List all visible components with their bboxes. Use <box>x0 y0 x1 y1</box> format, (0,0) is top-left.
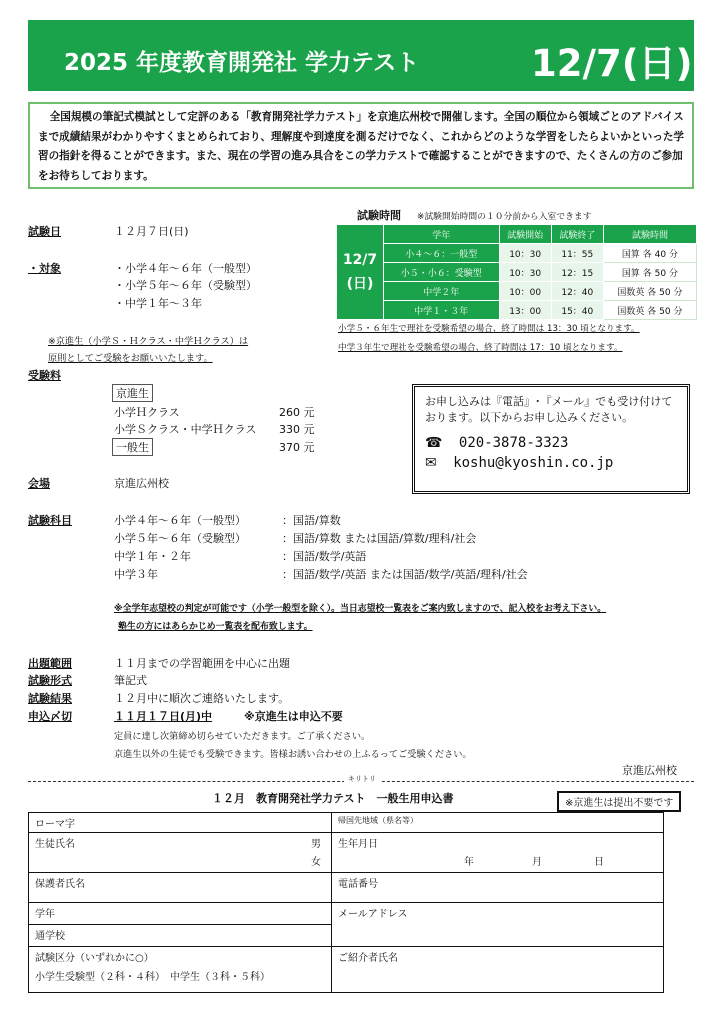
subjects-note-2: 塾生の方にはあらかじめ一覧表を配布致します。 <box>118 622 313 632</box>
referrer-label: ご紹介者氏名 <box>338 953 398 964</box>
fee-label: 受験料 <box>28 369 61 382</box>
schedule-table <box>336 224 697 320</box>
schedule-start: 10：30 <box>499 244 551 263</box>
romaji-field[interactable] <box>29 813 332 833</box>
deadline-label: 申込〆切 <box>28 710 72 723</box>
schedule-day-date: 12/7 <box>342 252 378 268</box>
hometown-label: 帰国先地域（県名等） <box>338 816 418 825</box>
schedule-end: 11：55 <box>551 244 603 263</box>
schedule-grade: 小５・小６：受験型 <box>384 263 500 282</box>
target-label: ・対象 <box>28 262 61 275</box>
schedule-end: 12：15 <box>551 263 603 282</box>
schedule-header-start: 試験開始 <box>499 225 551 244</box>
school-name: 京進広州校 <box>622 764 677 777</box>
banner-title: 2025 年度教育開発社 学力テスト <box>64 50 420 76</box>
category-field[interactable] <box>29 947 332 993</box>
intro-paragraph: 全国規模の筆記式模試として定評のある「教育開発社学力テスト」を京進広州校で開催します。全国の順位から領域ごとのアドバイスまで成績結果がわかりやすくまとめられており、理解度や到達度を測るだけでなく、これからどのような学習をしたらよいかといった学習の指針を得ることができます。また、現在の学習の進み具合をこの学力テストで確認することができますので、たくさんの方のご参加をお待ちしております。 <box>28 102 694 189</box>
application-form <box>28 812 664 993</box>
form-title: １２月 教育開発社学力テスト 一般生用申込書 <box>212 792 454 805</box>
schedule-duration: 国算 各 50 分 <box>603 263 696 282</box>
subjects-subj-4: ：国語/数学/英語 または国語/数学/英語/理科/社会 <box>282 568 528 581</box>
deadline-value: １１月１７日(月)中 <box>114 710 213 723</box>
subjects-subj-2: ：国語/算数 または国語/算数/理科/社会 <box>282 532 477 545</box>
grade-label: 学年 <box>35 909 55 920</box>
mail-icon: ✉ <box>425 455 437 471</box>
category-options[interactable]: 小学生受験型（２科・４科） 中学生（３科・５科） <box>35 972 270 983</box>
contact-line-2: おります。以下からお申し込みください。 <box>425 411 634 424</box>
deadline-note: ※京進生は申込不要 <box>244 710 343 723</box>
fee-h-class: 小学Ｈクラス <box>114 406 180 419</box>
subjects-subj-1: ：国語/算数 <box>282 514 341 527</box>
schedule-note: ※試験開始時間の１０分前から入室できます <box>417 212 592 222</box>
target-item-3: ・中学１年～３年 <box>114 297 202 310</box>
contact-email-row <box>425 455 677 471</box>
schedule-heading: 試験時間 <box>357 209 401 222</box>
student-name-field[interactable] <box>29 833 332 873</box>
target-item-1: ・小学４年～６年（一般型） <box>114 262 257 275</box>
email-field[interactable] <box>332 903 664 947</box>
birth-field[interactable] <box>332 833 664 873</box>
table-row <box>337 301 697 320</box>
target-note-2: 原則としてご受験をお願いいたします。 <box>48 353 213 364</box>
deadline-sub-2: 京進生以外の生徒でも受験できます。皆様お誘い合わせの上ふるってご受験ください。 <box>114 749 472 760</box>
schedule-start: 13：00 <box>499 301 551 320</box>
subjects-subj-3: ：国語/数学/英語 <box>282 550 367 563</box>
exam-date-label: 試験日 <box>28 225 61 238</box>
venue-label: 会場 <box>28 477 50 490</box>
schedule-grade: 小４～６：一般型 <box>384 244 500 263</box>
subjects-grade-4: 中学３年 <box>114 568 158 581</box>
birth-month: 月 <box>532 857 542 868</box>
table-row <box>337 263 697 282</box>
result-value: １２月中に順次ご連絡いたします。 <box>114 692 290 705</box>
contact-phone[interactable]: 020-3878-3323 <box>458 435 569 451</box>
format-label: 試験形式 <box>28 674 72 687</box>
table-row <box>337 282 697 301</box>
contact-phone-row <box>425 435 677 451</box>
gender-female[interactable]: 女 <box>311 857 321 868</box>
subjects-note-1: ※全学年志望校の判定が可能です（小学一般型を除く）。当日志望校一覧表をご案内致しますので、記入校をお考え下さい。 <box>114 604 607 614</box>
title-banner <box>28 20 694 91</box>
fee-kyoshin-tag: 京進生 <box>112 384 153 402</box>
schedule-header-grade: 学年 <box>384 225 500 244</box>
contact-email[interactable]: koshu@kyoshin.co.jp <box>453 455 614 471</box>
subjects-grade-1: 小学４年～６年（一般型） <box>114 514 246 527</box>
schedule-footnote-1: 小学５・６年生で理社を受験希望の場合、終了時間は 13：30 頃となります。 <box>338 324 640 334</box>
schedule-end: 12：40 <box>551 282 603 301</box>
fee-s-class: 小学Ｓクラス・中学Ｈクラス <box>114 423 257 436</box>
birth-year: 年 <box>464 857 474 868</box>
table-row <box>337 244 697 263</box>
phone-label: 電話番号 <box>338 879 378 890</box>
schedule-grade: 中学２年 <box>384 282 500 301</box>
subjects-grade-3: 中学１年・２年 <box>114 550 191 563</box>
school-field[interactable] <box>29 925 332 947</box>
phone-icon: ☎ <box>425 435 443 451</box>
email-label: メールアドレス <box>338 909 408 920</box>
contact-line-1: お申し込みは『電話』･『メール』でも受け付けて <box>425 395 673 408</box>
student-name-label: 生徒氏名 <box>35 839 75 850</box>
exam-date-value: １２月７日(日) <box>114 225 189 238</box>
format-value: 筆記式 <box>114 674 147 687</box>
range-label: 出題範囲 <box>28 657 72 670</box>
subjects-label: 試験科目 <box>28 514 72 527</box>
grade-field[interactable] <box>29 903 332 925</box>
gender-male[interactable]: 男 <box>311 839 321 850</box>
venue-value: 京進広州校 <box>114 477 169 490</box>
fee-h-price: 260 元 <box>279 406 315 419</box>
schedule-duration: 国算 各 40 分 <box>603 244 696 263</box>
schedule-end: 15：40 <box>551 301 603 320</box>
schedule-day-week: (日) <box>346 276 374 292</box>
schedule-start: 10：30 <box>499 263 551 282</box>
deadline-sub-1: 定員に達し次第締め切らせていただきます。ご了承ください。 <box>114 731 371 742</box>
schedule-start: 10：00 <box>499 282 551 301</box>
subjects-grade-2: 小学５年～６年（受験型） <box>114 532 246 545</box>
referrer-field[interactable] <box>332 947 664 993</box>
range-value: １１月までの学習範囲を中心に出題 <box>114 657 290 670</box>
cut-label: キリトリ <box>344 774 380 784</box>
birth-label: 生年月日 <box>338 839 378 850</box>
hometown-field[interactable] <box>332 813 664 833</box>
schedule-duration: 国数英 各 50 分 <box>603 282 696 301</box>
guardian-field[interactable] <box>29 873 332 903</box>
guardian-label: 保護者氏名 <box>35 879 85 890</box>
category-label: 試験区分（いずれかに○） <box>35 953 154 964</box>
target-note-1: ※京進生（小学Ｓ・Ｈクラス・中学Ｈクラス）は <box>48 336 249 347</box>
schedule-day <box>337 225 384 320</box>
birth-day: 日 <box>594 857 604 868</box>
result-label: 試験結果 <box>28 692 72 705</box>
schedule-duration: 国数英 各 50 分 <box>603 301 696 320</box>
fee-general-price: 370 元 <box>279 441 315 454</box>
fee-s-price: 330 元 <box>279 423 315 436</box>
schedule-header-end: 試験終了 <box>551 225 603 244</box>
banner-date: 12/7(日) <box>531 42 693 85</box>
schedule-footnote-2: 中学３年生で理社を受験希望の場合、終了時間は 17：10 頃となります。 <box>338 343 623 353</box>
fee-general-tag: 一般生 <box>112 438 153 456</box>
school-label: 通学校 <box>35 931 65 942</box>
schedule-grade: 中学１・３年 <box>384 301 500 320</box>
form-kyoshin-note: ※京進生は提出不要です <box>557 791 681 812</box>
target-item-2: ・小学５年～６年（受験型） <box>114 279 257 292</box>
contact-box <box>412 384 690 494</box>
schedule-header-duration: 試験時間 <box>603 225 696 244</box>
phone-field[interactable] <box>332 873 664 903</box>
romaji-label: ローマ字 <box>35 819 75 830</box>
